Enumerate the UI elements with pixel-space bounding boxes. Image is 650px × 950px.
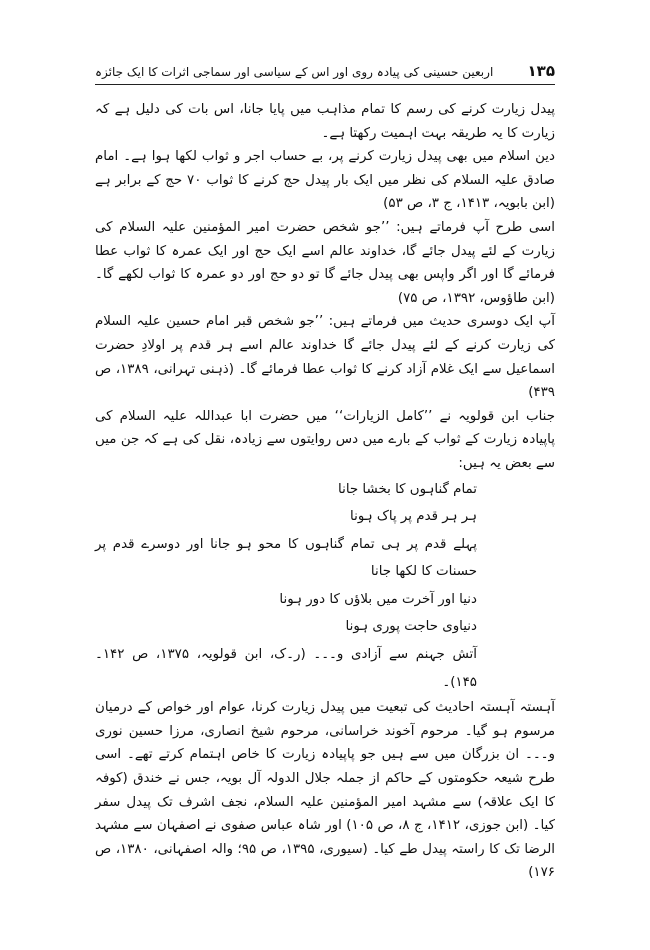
list-item: آتش جہنم سے آزادی و۔۔۔ (ر۔ک، ابن قولویہ، ۱۳۷۵، ص ۱۴۲۔۱۴۵)۔: [95, 647, 477, 690]
list-item: دنیا اور آخرت میں بلاؤں کا دور ہونا: [279, 591, 477, 607]
page-header: [95, 58, 555, 85]
paragraph: دین اسلام میں بھی پیدل زیارت کرنے پر، بے حساب اجر و ثواب لکھا ہوا ہے۔ امام صادق علیہ السلام کی نظر میں ایک بار پیدل حج کرنے کا ثواب ۷۰ حج کے برابر ہے (ابن بابویہ، ۱۴۱۳، ج ۳، ص ۵۳): [95, 149, 555, 212]
list-item: تمام گناہوں کا بخشا جانا: [338, 481, 477, 497]
list-item: دنیاوی حاجت پوری ہونا: [345, 619, 477, 635]
page-number: ۱۳۵: [527, 62, 555, 80]
paragraph: جناب ابن قولویہ نے ’’کامل الزیارات‘‘ میں حضرت ابا عبداللہ علیہ السلام کی پاپیادہ زیارت کے ثواب کے بارے میں دس روایتوں سے زیادہ، نقل کی ہے کہ جن میں سے بعض یہ ہیں:: [95, 408, 555, 471]
running-title: اربعین حسینی کی پیادہ روی اور اس کے سیاسی اور سماجی اثرات کا ایک جائزہ: [95, 65, 494, 79]
body-text: [95, 98, 555, 885]
paragraph: اسی طرح آپ فرماتے ہیں: ’’جو شخص حضرت امیر المؤمنین علیہ السلام کی زیارت کے لئے پیدل جائے گا، خداوند عالم اسے ایک حج اور ایک عمرہ کا ثواب عطا فرمائے گا اور اگر واپس بھی پیدل جائے گا تو دو حج اور دو عمرہ کا ثواب لکھے گا۔ (ابن طاؤوس، ۱۳۹۲، ص ۷۵): [95, 219, 555, 306]
paragraph: آپ ایک دوسری حدیث میں فرماتے ہیں: ’’جو شخص قبر امام حسین علیہ السلام کی زیارت کرنے کے لئے پیدل جائے گا خداوند عالم اسے ہر قدم پر اولادِ حضرت اسماعیل سے ایک غلام آزاد کرنے کا ثواب عطا فرمائے گا۔ (ذہنی تہرانی، ۱۳۸۹، ص ۴۳۹): [95, 314, 555, 401]
list-item: پہلے قدم پر ہی تمام گناہوں کا محو ہو جانا اور دوسرے قدم پر حسنات کا لکھا جانا: [95, 536, 477, 580]
list-item: ہر ہر قدم پر پاک ہونا: [350, 509, 477, 525]
paragraph: پیدل زیارت کرنے کی رسم کا تمام مذاہب میں پایا جانا، اس بات کی دلیل ہے کہ زیارت کا یہ طریقہ بہت اہمیت رکھتا ہے۔: [95, 102, 555, 141]
benefits-list: [95, 476, 555, 697]
closing-paragraph: آہستہ آہستہ احادیث کی تبعیت میں پیدل زیارت کرنا، عوام اور خواص کے درمیان مرسوم ہو گیا۔ مرحوم آخوند خراسانی، مرحوم شیخ انصاری، مرزا حسین نوری و۔۔۔ ان بزرگان میں سے ہیں جو پاپیادہ زیارت کا خاص اہتمام کرتے تھے۔ اسی طرح شیعہ حکومتوں کے حاکم از جملہ جلال الدولہ آل بویہ، جس نے خندق (کوفہ کا ایک علاقہ) سے مشہد امیر المؤمنین علیہ السلام، نجف اشرف تک پیدل سفر کیا۔ (ابن جوزی، ۱۴۱۲، ج ۸، ص ۱۰۵) اور شاہ عباس صفوی نے اصفہان سے مشہد الرضا تک کا راستہ پیدل طے کیا۔ (سیوری، ۱۳۹۵، ص ۹۵؛ والہ اصفہانی، ۱۳۸۰، ص ۱۷۶): [95, 700, 555, 881]
